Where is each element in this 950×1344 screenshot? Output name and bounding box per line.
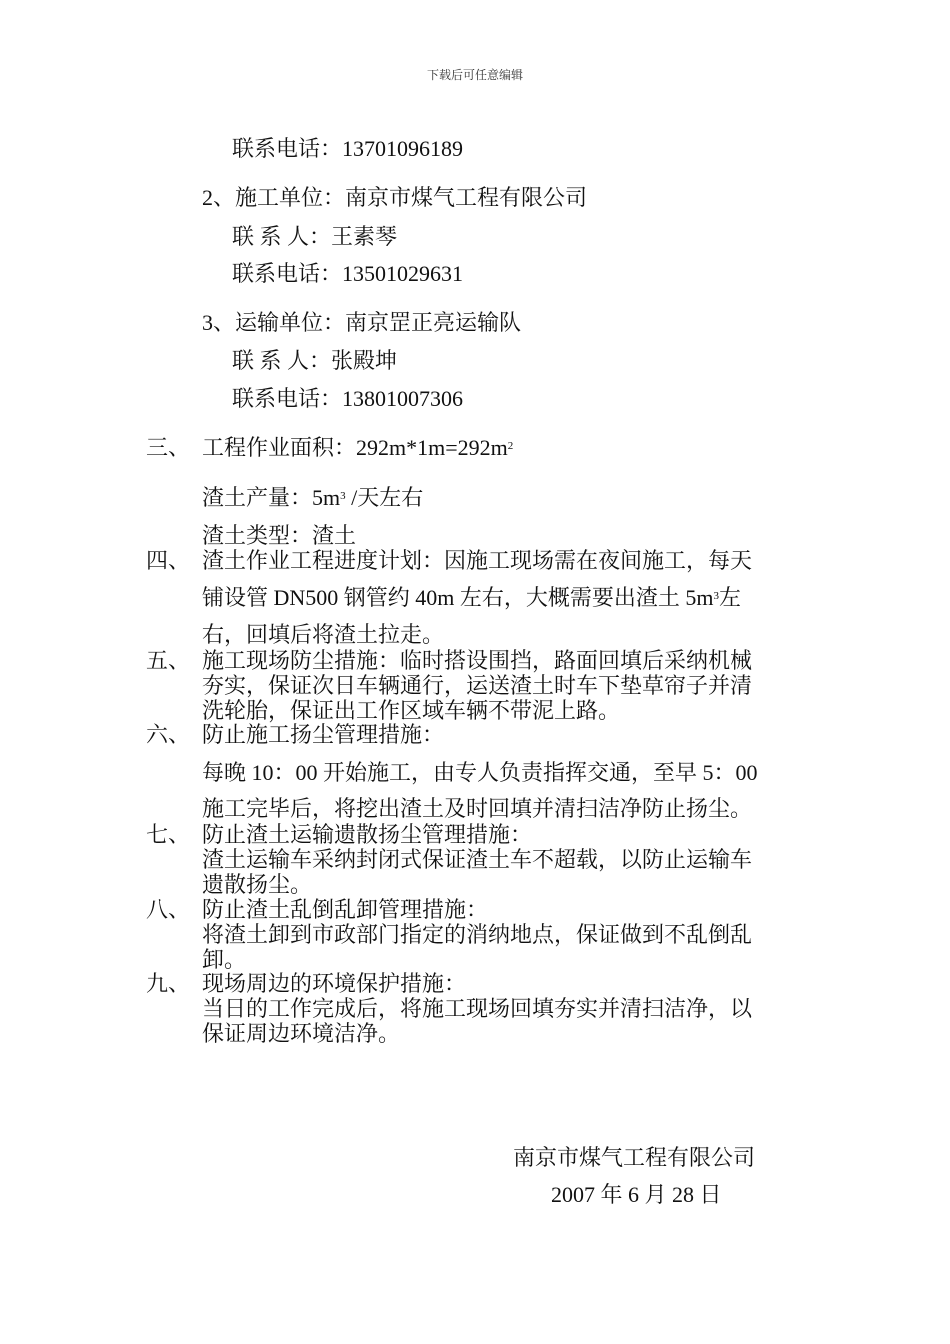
section-7-number: 七、 [146,822,191,847]
section-5-line-1: 施工现场防尘措施：临时搭设围挡，路面回填后采纳机械 [202,648,753,673]
section-6-line-3: 施工完毕后，将挖出渣土及时回填并清扫洁净防止扬尘。 [202,796,753,821]
section-3-area [202,435,513,461]
area-text: 工程作业面积：292m*1m=292m [202,435,508,460]
section-5-line-3: 洗轮胎，保证出工作区域车辆不带泥上路。 [202,698,621,723]
section-7-line-2: 渣土运输车采纳封闭式保证渣土车不超载，以防止运输车 [202,847,753,872]
contact1-phone: 联系电话：13701096189 [232,136,464,161]
section-8-line-3: 卸。 [202,947,247,972]
section-3-type: 渣土类型：渣土 [202,523,357,548]
section-9-line-3: 保证周边环境洁净。 [202,1021,401,1046]
section-8-number: 八、 [146,897,191,922]
contact2-unit: 2、施工单位：南京市煤气工程有限公司 [202,185,588,210]
section-8-line-2: 将渣土卸到市政部门指定的消纳地点，保证做到不乱倒乱 [202,922,753,947]
section-3-number: 三、 [146,435,191,460]
output-superscript: 3 [340,490,346,502]
contact2-person: 联 系 人：王素琴 [232,224,398,249]
section-6-line-1: 防止施工扬尘管理措施： [202,722,445,747]
s4-line2-suffix: 左 [719,585,742,610]
output-suffix: /天左右 [345,485,424,510]
contact3-phone: 联系电话：13801007306 [232,386,464,411]
section-4-line-3: 右，回填后将渣土拉走。 [202,622,445,647]
section-6-number: 六、 [146,722,191,747]
section-5-line-2: 夯实，保证次日车辆通行，运送渣土时车下垫草帘子并清 [202,673,753,698]
s4-superscript: 3 [713,590,720,602]
header-note: 下载后可任意编辑 [426,68,523,82]
signature-date: 2007 年 6 月 28 日 [551,1182,722,1207]
output-text: 渣土产量：5m [202,485,341,510]
s4-line2-text: 铺设管 DN500 钢管约 40m 左右，大概需要出渣土 5m [202,585,714,610]
section-4-line-2 [202,585,741,611]
contact3-person: 联 系 人：张殿坤 [232,348,398,373]
section-6-line-2: 每晚 10：00 开始施工，由专人负责指挥交通，至早 5：00 [202,760,758,785]
section-9-number: 九、 [146,971,191,996]
section-7-line-3: 遗散扬尘。 [202,872,313,897]
area-superscript: 2 [507,440,514,452]
section-9-line-1: 现场周边的环境保护措施： [202,971,467,996]
section-5-number: 五、 [146,648,191,673]
section-9-line-2: 当日的工作完成后，将施工现场回填夯实并清扫洁净，以 [202,996,753,1021]
section-4-number: 四、 [146,548,191,573]
section-4-line-1: 渣土作业工程进度计划：因施工现场需在夜间施工，每天 [202,548,753,573]
section-7-line-1: 防止渣土运输遗散扬尘管理措施： [202,822,533,847]
section-3-output [202,485,423,511]
section-8-line-1: 防止渣土乱倒乱卸管理措施： [202,897,489,922]
contact3-unit: 3、运输单位：南京罡正亮运输队 [202,310,522,335]
contact2-phone: 联系电话：13501029631 [232,261,464,286]
signature-company: 南京市煤气工程有限公司 [513,1145,756,1170]
